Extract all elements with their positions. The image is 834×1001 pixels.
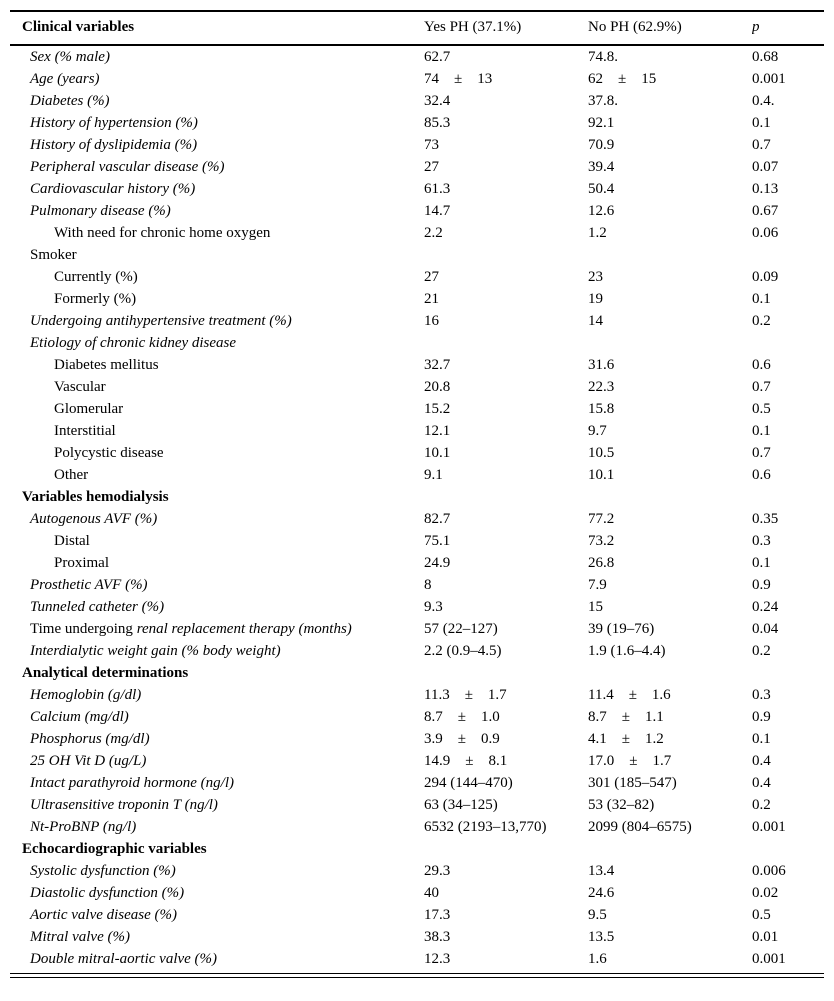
value-no-ph: 14: [588, 313, 603, 329]
value-yes-ph: 9.1: [424, 467, 443, 483]
row-label: [10, 904, 424, 926]
row-label-text: Systolic dysfunction (%): [30, 863, 176, 879]
table-body: [10, 46, 824, 970]
value-no-ph: 13.4: [588, 863, 615, 879]
value-no-ph: 19: [588, 291, 603, 307]
p-value: 0.67: [752, 203, 779, 219]
row-label-text: Prosthetic AVF (%): [30, 577, 148, 593]
row-label: [10, 706, 424, 728]
value-no-ph: 77.2: [588, 511, 615, 527]
row-label-text: Proximal: [54, 555, 109, 571]
p-value: 0.35: [752, 511, 779, 527]
value-yes-ph: 16: [424, 313, 439, 329]
p-value: 0.7: [752, 137, 771, 153]
row-label: [10, 838, 424, 860]
row-label: [10, 926, 424, 948]
table-row: [10, 772, 824, 794]
row-label-text: Smoker: [30, 247, 77, 263]
header-p-value: p: [752, 19, 760, 35]
row-label: [10, 288, 424, 310]
row-label: [10, 596, 424, 618]
value-no-ph: 4.1 ± 1.2: [588, 731, 664, 747]
row-label-text: Diastolic dysfunction (%): [30, 885, 185, 901]
value-no-ph: 22.3: [588, 379, 615, 395]
value-yes-ph: 3.9 ± 0.9: [424, 731, 500, 747]
value-no-ph: 26.8: [588, 555, 615, 571]
row-label-text: Formerly (%): [54, 291, 137, 307]
value-yes-ph: 75.1: [424, 533, 451, 549]
value-no-ph: 39 (19–76): [588, 621, 655, 637]
table-row: [10, 552, 824, 574]
p-value: 0.1: [752, 555, 771, 571]
row-label: [10, 618, 424, 640]
value-no-ph: 17.0 ± 1.7: [588, 753, 672, 769]
row-label: [10, 68, 424, 90]
p-value: 0.13: [752, 181, 779, 197]
value-yes-ph: 32.4: [424, 93, 451, 109]
table-row: [10, 926, 824, 948]
p-value: 0.7: [752, 379, 771, 395]
value-yes-ph: 73: [424, 137, 439, 153]
row-label-text: Other: [54, 467, 89, 483]
row-label-text: Echocardiographic variables: [22, 841, 207, 857]
value-yes-ph: 2.2 (0.9–4.5): [424, 643, 502, 659]
row-label: [10, 222, 424, 244]
row-label-text: Calcium (mg/dl): [30, 709, 129, 725]
row-label-text: Variables hemodialysis: [22, 489, 169, 505]
row-label-text: Autogenous AVF (%): [30, 511, 158, 527]
p-value: 0.6: [752, 467, 771, 483]
table-row: [10, 750, 824, 772]
row-label: [10, 332, 424, 354]
row-label-text: Tunneled catheter (%): [30, 599, 165, 615]
value-yes-ph: 2.2: [424, 225, 443, 241]
value-no-ph: 15.8: [588, 401, 615, 417]
table-row: [10, 904, 824, 926]
table-row: [10, 530, 824, 552]
p-value: 0.1: [752, 423, 771, 439]
table-row: [10, 838, 824, 860]
table-row: [10, 882, 824, 904]
table-header: [10, 12, 824, 46]
row-label-text: Undergoing antihypertensive treatment (%): [30, 313, 292, 329]
p-value: 0.7: [752, 445, 771, 461]
table-row: [10, 508, 824, 530]
table-row: [10, 354, 824, 376]
value-no-ph: 53 (32–82): [588, 797, 655, 813]
table-row: [10, 486, 824, 508]
p-value: 0.09: [752, 269, 779, 285]
row-label: [10, 728, 424, 750]
row-label: [10, 398, 424, 420]
value-no-ph: 62 ± 15: [588, 71, 657, 87]
p-value: 0.9: [752, 577, 771, 593]
row-label-text: Vascular: [54, 379, 106, 395]
row-label: [10, 354, 424, 376]
row-label-text-2: renal replacement therapy (months): [136, 621, 352, 637]
value-no-ph: 11.4 ± 1.6: [588, 687, 671, 703]
p-value: 0.07: [752, 159, 779, 175]
row-label-text: History of dyslipidemia (%): [30, 137, 198, 153]
value-no-ph: 24.6: [588, 885, 615, 901]
table-row: [10, 244, 824, 266]
row-label: [10, 244, 424, 266]
p-value: 0.1: [752, 731, 771, 747]
row-label-text: Distal: [54, 533, 90, 549]
row-label: [10, 816, 424, 838]
p-value: 0.5: [752, 401, 771, 417]
table-row: [10, 728, 824, 750]
row-label-text: Etiology of chronic kidney disease: [30, 335, 237, 351]
header-clinical-variables: Clinical variables: [22, 19, 135, 35]
table-row: [10, 684, 824, 706]
table-row: [10, 332, 824, 354]
table-row: [10, 178, 824, 200]
table-row: [10, 640, 824, 662]
table-row: [10, 596, 824, 618]
value-yes-ph: 20.8: [424, 379, 451, 395]
p-value: 0.04: [752, 621, 779, 637]
table-row: [10, 134, 824, 156]
value-yes-ph: 11.3 ± 1.7: [424, 687, 507, 703]
table-row: [10, 442, 824, 464]
value-yes-ph: 15.2: [424, 401, 451, 417]
row-label: [10, 178, 424, 200]
p-value: 0.1: [752, 115, 771, 131]
table-row: [10, 90, 824, 112]
row-label: [10, 112, 424, 134]
value-yes-ph: 8: [424, 577, 432, 593]
table-row: [10, 200, 824, 222]
value-yes-ph: 6532 (2193–13,770): [424, 819, 547, 835]
value-no-ph: 13.5: [588, 929, 615, 945]
p-value: 0.4: [752, 753, 771, 769]
row-label-text: Interdialytic weight gain (% body weight): [30, 643, 281, 659]
header-yes-ph: Yes PH (37.1%): [424, 19, 522, 35]
row-label-text: Currently (%): [54, 269, 138, 285]
table-row: [10, 266, 824, 288]
p-value: 0.3: [752, 687, 771, 703]
value-no-ph: 1.2: [588, 225, 607, 241]
value-no-ph: 10.1: [588, 467, 615, 483]
value-no-ph: 39.4: [588, 159, 615, 175]
row-label: [10, 750, 424, 772]
p-value: 0.001: [752, 951, 786, 967]
table-row: [10, 112, 824, 134]
value-no-ph: 37.8.: [588, 93, 618, 109]
table-row: [10, 574, 824, 596]
row-label: [10, 772, 424, 794]
row-label-text: Nt-ProBNP (ng/l): [30, 819, 137, 835]
value-yes-ph: 21: [424, 291, 439, 307]
row-label: [10, 464, 424, 486]
row-label-text: Time undergoing: [30, 621, 137, 637]
value-yes-ph: 27: [424, 269, 439, 285]
p-value: 0.6: [752, 357, 771, 373]
value-yes-ph: 85.3: [424, 115, 451, 131]
table-row: [10, 706, 824, 728]
row-label-text: History of hypertension (%): [30, 115, 198, 131]
table-row: [10, 816, 824, 838]
value-yes-ph: 32.7: [424, 357, 451, 373]
row-label: [10, 662, 424, 684]
table-row: [10, 156, 824, 178]
table-row: [10, 860, 824, 882]
row-label: [10, 508, 424, 530]
value-yes-ph: 61.3: [424, 181, 451, 197]
value-no-ph: 9.5: [588, 907, 607, 923]
value-no-ph: 8.7 ± 1.1: [588, 709, 664, 725]
value-yes-ph: 12.1: [424, 423, 451, 439]
row-label: [10, 46, 424, 68]
row-label: [10, 948, 424, 970]
row-label: [10, 420, 424, 442]
value-no-ph: 10.5: [588, 445, 615, 461]
row-label-text: Diabetes mellitus: [54, 357, 159, 373]
p-value: 0.3: [752, 533, 771, 549]
value-no-ph: 15: [588, 599, 603, 615]
table-row: [10, 420, 824, 442]
row-label: [10, 530, 424, 552]
value-yes-ph: 17.3: [424, 907, 451, 923]
row-label-text: Double mitral-aortic valve (%): [30, 951, 218, 967]
value-yes-ph: 12.3: [424, 951, 451, 967]
table-row: [10, 618, 824, 640]
value-yes-ph: 294 (144–470): [424, 775, 513, 791]
value-no-ph: 9.7: [588, 423, 607, 439]
value-no-ph: 12.6: [588, 203, 615, 219]
table-row: [10, 794, 824, 816]
p-value: 0.68: [752, 49, 779, 65]
row-label: [10, 860, 424, 882]
p-value: 0.4: [752, 775, 771, 791]
row-label: [10, 486, 424, 508]
value-no-ph: 31.6: [588, 357, 615, 373]
row-label: [10, 882, 424, 904]
p-value: 0.006: [752, 863, 786, 879]
table-row: [10, 398, 824, 420]
p-value: 0.5: [752, 907, 771, 923]
row-label-text: Analytical determinations: [22, 665, 189, 681]
value-yes-ph: 27: [424, 159, 439, 175]
row-label-text: Phosphorus (mg/dl): [30, 731, 150, 747]
row-label: [10, 640, 424, 662]
p-value: 0.001: [752, 71, 786, 87]
row-label-text: Peripheral vascular disease (%): [30, 159, 225, 175]
p-value: 0.9: [752, 709, 771, 725]
value-no-ph: 92.1: [588, 115, 615, 131]
p-value: 0.24: [752, 599, 779, 615]
row-label: [10, 574, 424, 596]
value-no-ph: 50.4: [588, 181, 615, 197]
row-label-text: Diabetes (%): [30, 93, 110, 109]
p-value: 0.06: [752, 225, 779, 241]
value-no-ph: 74.8.: [588, 49, 618, 65]
value-yes-ph: 63 (34–125): [424, 797, 498, 813]
row-label-text: With need for chronic home oxygen: [54, 225, 271, 241]
row-label: [10, 266, 424, 288]
row-label: [10, 90, 424, 112]
row-label: [10, 310, 424, 332]
value-yes-ph: 62.7: [424, 49, 451, 65]
value-yes-ph: 57 (22–127): [424, 621, 498, 637]
value-yes-ph: 24.9: [424, 555, 451, 571]
value-no-ph: 1.9 (1.6–4.4): [588, 643, 666, 659]
table-row: [10, 222, 824, 244]
row-label-text: Aortic valve disease (%): [30, 907, 178, 923]
table-row: [10, 46, 824, 68]
bottom-rule: [10, 973, 824, 978]
value-yes-ph: 40: [424, 885, 439, 901]
table-row: [10, 68, 824, 90]
value-yes-ph: 29.3: [424, 863, 451, 879]
row-label: [10, 156, 424, 178]
table-row: [10, 310, 824, 332]
value-yes-ph: 14.9 ± 8.1: [424, 753, 508, 769]
p-value: 0.2: [752, 643, 771, 659]
value-yes-ph: 74 ± 13: [424, 71, 493, 87]
row-label-text: Pulmonary disease (%): [30, 203, 171, 219]
row-label-text: Ultrasensitive troponin T (ng/l): [30, 797, 218, 813]
row-label-text: Glomerular: [54, 401, 124, 417]
row-label-text: Cardiovascular history (%): [30, 181, 196, 197]
value-yes-ph: 14.7: [424, 203, 451, 219]
value-no-ph: 2099 (804–6575): [588, 819, 692, 835]
row-label: [10, 200, 424, 222]
row-label-text: Hemoglobin (g/dl): [30, 687, 142, 703]
value-no-ph: 23: [588, 269, 603, 285]
table-row: [10, 376, 824, 398]
value-yes-ph: 9.3: [424, 599, 443, 615]
row-label: [10, 794, 424, 816]
row-label-text: Sex (% male): [30, 49, 110, 65]
row-label: [10, 684, 424, 706]
p-value: 0.2: [752, 313, 771, 329]
row-label: [10, 376, 424, 398]
value-yes-ph: 38.3: [424, 929, 451, 945]
value-yes-ph: 82.7: [424, 511, 451, 527]
table-row: [10, 948, 824, 970]
p-value: 0.01: [752, 929, 779, 945]
row-label-text: Intact parathyroid hormone (ng/l): [30, 775, 235, 791]
p-value: 0.2: [752, 797, 771, 813]
row-label: [10, 442, 424, 464]
row-label-text: Mitral valve (%): [30, 929, 130, 945]
p-value: 0.02: [752, 885, 779, 901]
row-label-text: Age (years): [30, 71, 100, 87]
clinical-variables-table: [10, 10, 824, 978]
row-label: [10, 552, 424, 574]
table-row: [10, 288, 824, 310]
row-label-text: Interstitial: [54, 423, 116, 439]
value-yes-ph: 10.1: [424, 445, 451, 461]
value-no-ph: 7.9: [588, 577, 607, 593]
value-no-ph: 1.6: [588, 951, 607, 967]
p-value: 0.1: [752, 291, 771, 307]
row-label-text: Polycystic disease: [54, 445, 164, 461]
value-yes-ph: 8.7 ± 1.0: [424, 709, 500, 725]
value-no-ph: 301 (185–547): [588, 775, 677, 791]
table-row: [10, 662, 824, 684]
row-label-text: 25 OH Vit D (ug/L): [30, 753, 147, 769]
value-no-ph: 70.9: [588, 137, 615, 153]
value-no-ph: 73.2: [588, 533, 615, 549]
header-no-ph: No PH (62.9%): [588, 19, 682, 35]
table-row: [10, 464, 824, 486]
row-label: [10, 134, 424, 156]
p-value: 0.4.: [752, 93, 775, 109]
p-value: 0.001: [752, 819, 786, 835]
